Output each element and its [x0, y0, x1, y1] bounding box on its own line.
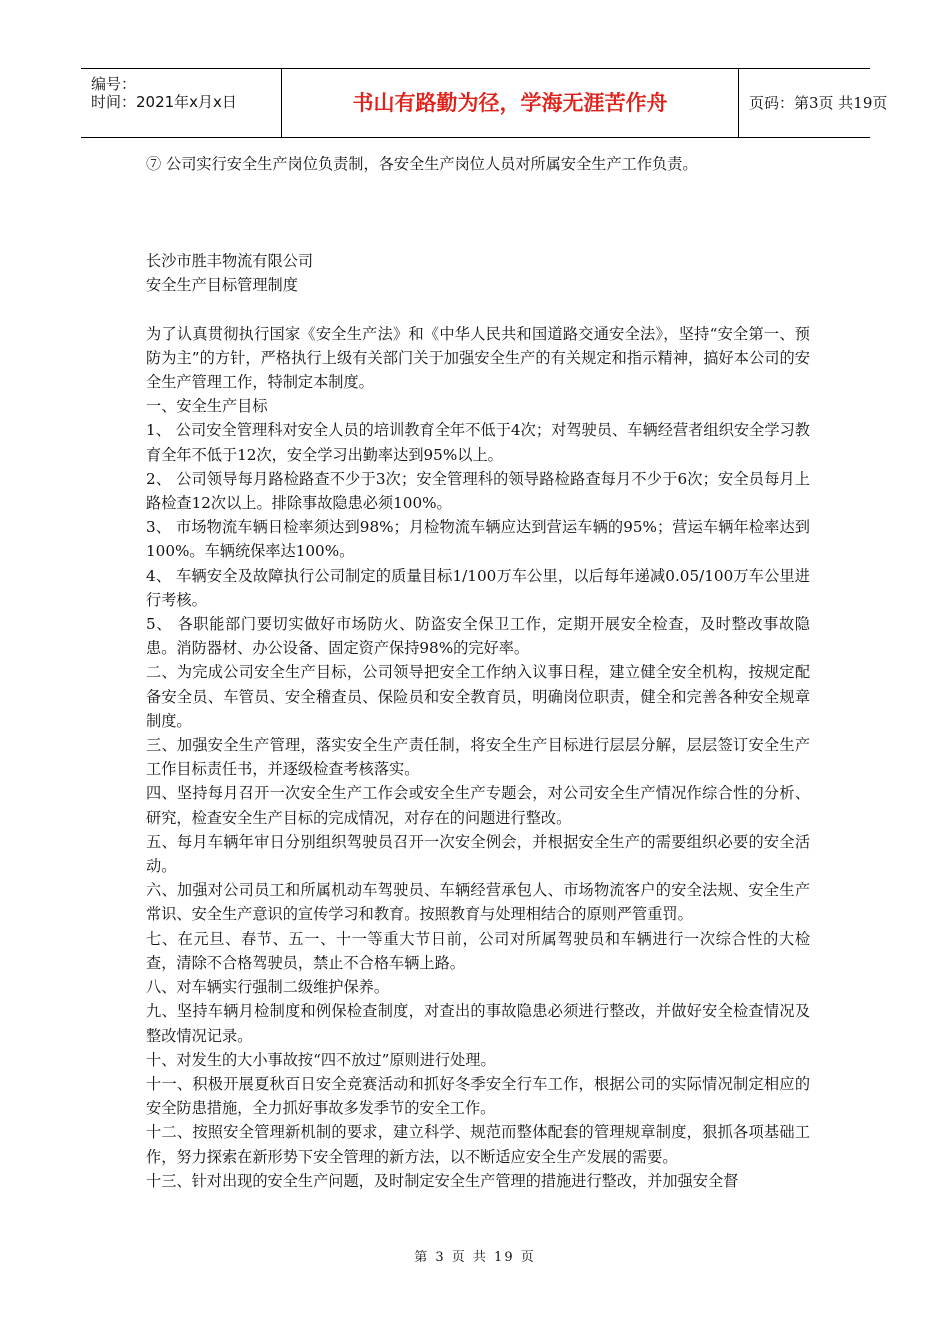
header-meta [81, 69, 281, 137]
paragraph: 十三、针对出现的安全生产问题，及时制定安全生产管理的措施进行整改，并加强安全督 [146, 1171, 739, 1190]
spacer [146, 176, 810, 249]
paragraph: 2、 公司领导每月路检路查不少于3次；安全管理科的领导路检路查每月不少于6次；安全员每月上路检查12次以上。排除事故隐患必须100%。 [146, 469, 810, 513]
paragraph: 九、坚持车辆月检制度和例保检查制度，对查出的事故隐患必须进行整改，并做好安全检查情况及整改情况记录。 [146, 1002, 810, 1045]
paragraph: 六、加强对公司员工和所属机动车驾驶员、车辆经营承包人、市场物流客户的安全法规、安全生产常识、安全生产意识的宣传学习和教育。按照教育与处理相结合的原则严管重罚。 [146, 881, 810, 924]
paragraph: 5、 各职能部门要切实做好市场防火、防盗安全保卫工作，定期开展安全检查，及时整改事故隐患。消防器材、办公设备、固定资产保持98%的完好率。 [146, 615, 810, 658]
page-footer: 第 3 页 共 19 页 [414, 1250, 536, 1265]
paragraph: 4、 车辆安全及故障执行公司制定的质量目标1/100万车公里，以后每年递减0.05/100万车公里进行考核。 [146, 566, 810, 609]
page-header [81, 68, 888, 138]
company-name: 长沙市胜丰物流有限公司 [146, 252, 314, 271]
document-date-label: 时间：2021年x月x日 [91, 93, 237, 111]
spacer [146, 298, 810, 322]
section-heading: 一、安全生产目标 [146, 397, 268, 416]
paragraph: 四、坚持每月召开一次安全生产工作会或安全生产专题会，对公司安全生产情况作综合性的分析、研究，检查安全生产目标的完成情况，对存在的问题进行整改。 [146, 784, 810, 827]
header-page-number: 页码：第3页 共19页 [749, 94, 888, 112]
paragraph: 三、加强安全生产管理，落实安全生产责任制，将安全生产目标进行层层分解，层层签订安全生产工作目标责任书，并逐级检查考核落实。 [146, 736, 810, 779]
document-code-label: 编号： [91, 75, 137, 93]
paragraph: 1、 公司安全管理科对安全人员的培训教育全年不低于4次；对驾驶员、车辆经营者组织安全学习教育全年不低于12次，安全学习出勤率达到95%以上。 [146, 421, 810, 464]
paragraph: 3、 市场物流车辆日检率须达到98%；月检物流车辆应达到营运车辆的95%；营运车辆年检率达到100%。车辆统保率达100%。 [146, 518, 810, 561]
header-motto: 书山有路勤为径，学海无涯苦作舟 [352, 91, 668, 115]
paragraph: 二、为完成公司安全生产目标，公司领导把安全工作纳入议事日程，建立健全安全机构，按规定配备安全员、车管员、安全稽查员、保险员和安全教育员，明确岗位职责，健全和完善各种安全规章制度。 [146, 663, 810, 730]
document-title: 安全生产目标管理制度 [146, 276, 298, 295]
paragraph: 十二、按照安全管理新机制的要求，建立科学、规范而整体配套的管理规章制度，狠抓各项基础工作，努力探索在新形势下安全管理的新方法，以不断适应安全生产发展的需要。 [146, 1123, 810, 1166]
intro-line: ⑦ 公司实行安全生产岗位负责制，各安全生产岗位人员对所属安全生产工作负责。 [146, 155, 698, 173]
paragraph: 七、在元旦、春节、五一、十一等重大节日前，公司对所属驾驶员和车辆进行一次综合性的大检查，清除不合格驾驶员，禁止不合格车辆上路。 [146, 929, 810, 972]
paragraph: 为了认真贯彻执行国家《安全生产法》和《中华人民共和国道路交通安全法》，坚持“安全第一、预防为主”的方针，严格执行上级有关部门关于加强安全生产的有关规定和指示精神，搞好本公司的安全生产管理工作，特制定本制度。 [146, 324, 810, 392]
paragraph: 十一、积极开展夏秋百日安全竞赛活动和抓好冬季安全行车工作，根据公司的实际情况制定相应的安全防患措施，全力抓好事故多发季节的安全工作。 [146, 1074, 810, 1118]
paragraph: 八、对车辆实行强制二级维护保养。 [146, 978, 389, 997]
paragraph: 十、对发生的大小事故按“四不放过”原则进行处理。 [146, 1050, 496, 1069]
paragraph: 五、每月车辆年审日分别组织驾驶员召开一次安全例会，并根据安全生产的需要组织必要的安全活动。 [146, 832, 810, 876]
header-divider [738, 69, 739, 137]
document-body [146, 152, 810, 1193]
